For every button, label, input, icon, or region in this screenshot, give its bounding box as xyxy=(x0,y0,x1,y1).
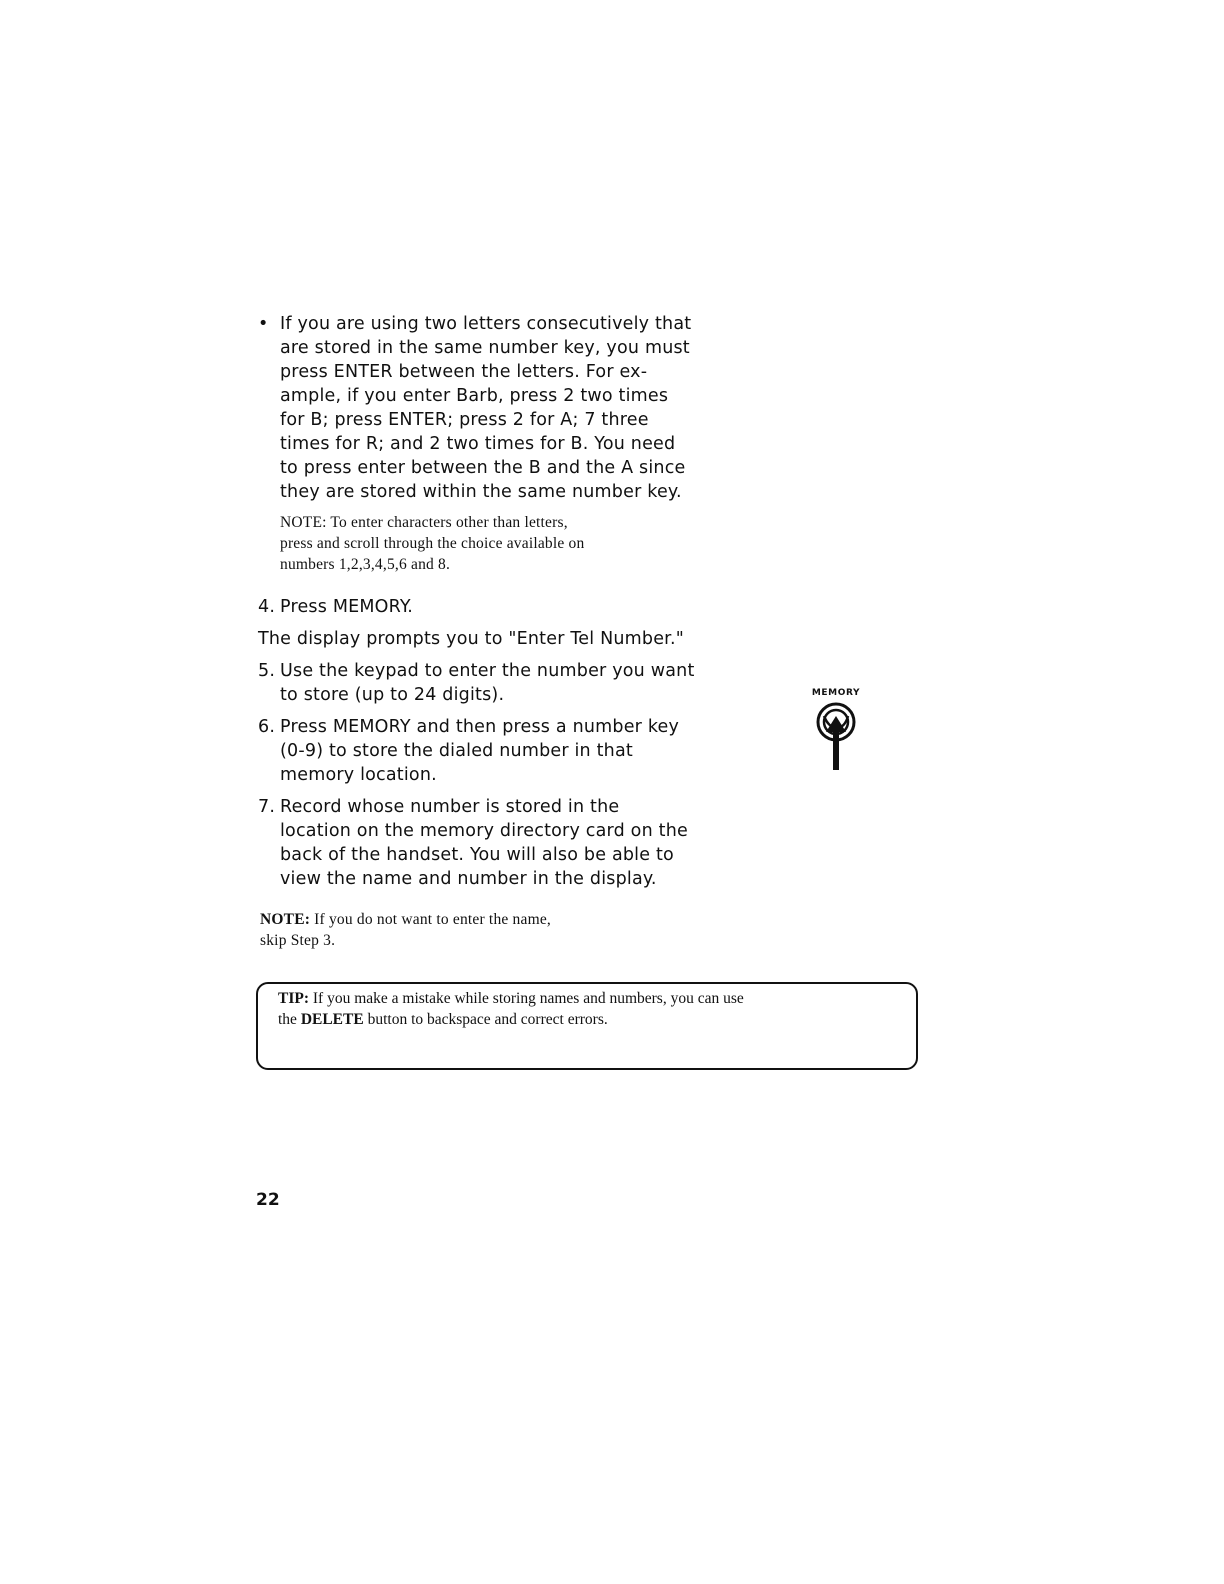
note-line: numbers 1,2,3,4,5,6 and 8. xyxy=(280,556,451,573)
tip-text: If you make a mistake while storing names and numbers, you can use xyxy=(309,990,744,1007)
display-prompt-text: The display prompts you to "Enter Tel Number." xyxy=(258,629,684,649)
memory-button-icon xyxy=(814,702,858,774)
bullet-line: If you are using two letters consecutively that xyxy=(280,314,692,334)
bullet-line: press ENTER between the letters. For ex- xyxy=(280,362,648,382)
tip-label: TIP: xyxy=(278,990,309,1007)
note-skip-name xyxy=(260,909,690,951)
memory-button-label: MEMORY xyxy=(811,688,861,698)
step-line: Use the keypad to enter the number you want xyxy=(280,661,695,681)
step-line: to store (up to 24 digits). xyxy=(280,685,505,705)
step-line: back of the handset. You will also be able to xyxy=(280,845,674,865)
page-number: 22 xyxy=(256,1190,280,1210)
bullet-marker: • xyxy=(258,314,269,334)
step-number: 5. xyxy=(258,661,276,681)
tip-text-prefix: the xyxy=(278,1011,301,1028)
note-text: If you do not want to enter the name, xyxy=(310,911,551,928)
step-number: 6. xyxy=(258,717,276,737)
bullet-line: to press enter between the B and the A since xyxy=(280,458,686,478)
step-line: (0-9) to store the dialed number in that xyxy=(280,741,633,761)
bullet-line: for B; press ENTER; press 2 for A; 7 three xyxy=(280,410,649,430)
note-line: press and scroll through the choice available on xyxy=(280,535,585,552)
step-7 xyxy=(258,795,718,891)
step-6 xyxy=(258,715,718,787)
note-label: NOTE: xyxy=(260,911,311,928)
tip-text-suffix: button to backspace and correct errors. xyxy=(363,1011,608,1028)
note-other-characters xyxy=(280,512,700,575)
memory-button-illustration xyxy=(804,688,868,774)
bullet-line: are stored in the same number key, you must xyxy=(280,338,690,358)
bullet-line: times for R; and 2 two times for B. You need xyxy=(280,434,676,454)
step-line: Record whose number is stored in the xyxy=(280,797,620,817)
step-line: Press MEMORY and then press a number key xyxy=(280,717,680,737)
step-4 xyxy=(258,595,718,619)
step-5 xyxy=(258,659,718,707)
note-line: NOTE: To enter characters other than letters, xyxy=(280,514,568,531)
instructions-body xyxy=(258,312,718,951)
step-number: 7. xyxy=(258,797,276,817)
bullet-line: ample, if you enter Barb, press 2 two times xyxy=(280,386,669,406)
step-number: 4. xyxy=(258,597,276,617)
note-line-1 xyxy=(260,909,690,930)
tip-delete-keyword: DELETE xyxy=(300,1011,364,1028)
note-line-2: skip Step 3. xyxy=(260,932,336,949)
tip-line-1 xyxy=(278,988,902,1009)
step-line: view the name and number in the display. xyxy=(280,869,657,889)
step-line: memory location. xyxy=(280,765,437,785)
step-line: location on the memory directory card on the xyxy=(280,821,688,841)
tip-line-2 xyxy=(278,1009,902,1030)
step-text: Press MEMORY. xyxy=(280,597,413,617)
bullet-line: they are stored within the same number key. xyxy=(280,482,682,502)
bullet-consecutive-letters xyxy=(258,312,718,504)
tip-box xyxy=(256,982,918,1070)
